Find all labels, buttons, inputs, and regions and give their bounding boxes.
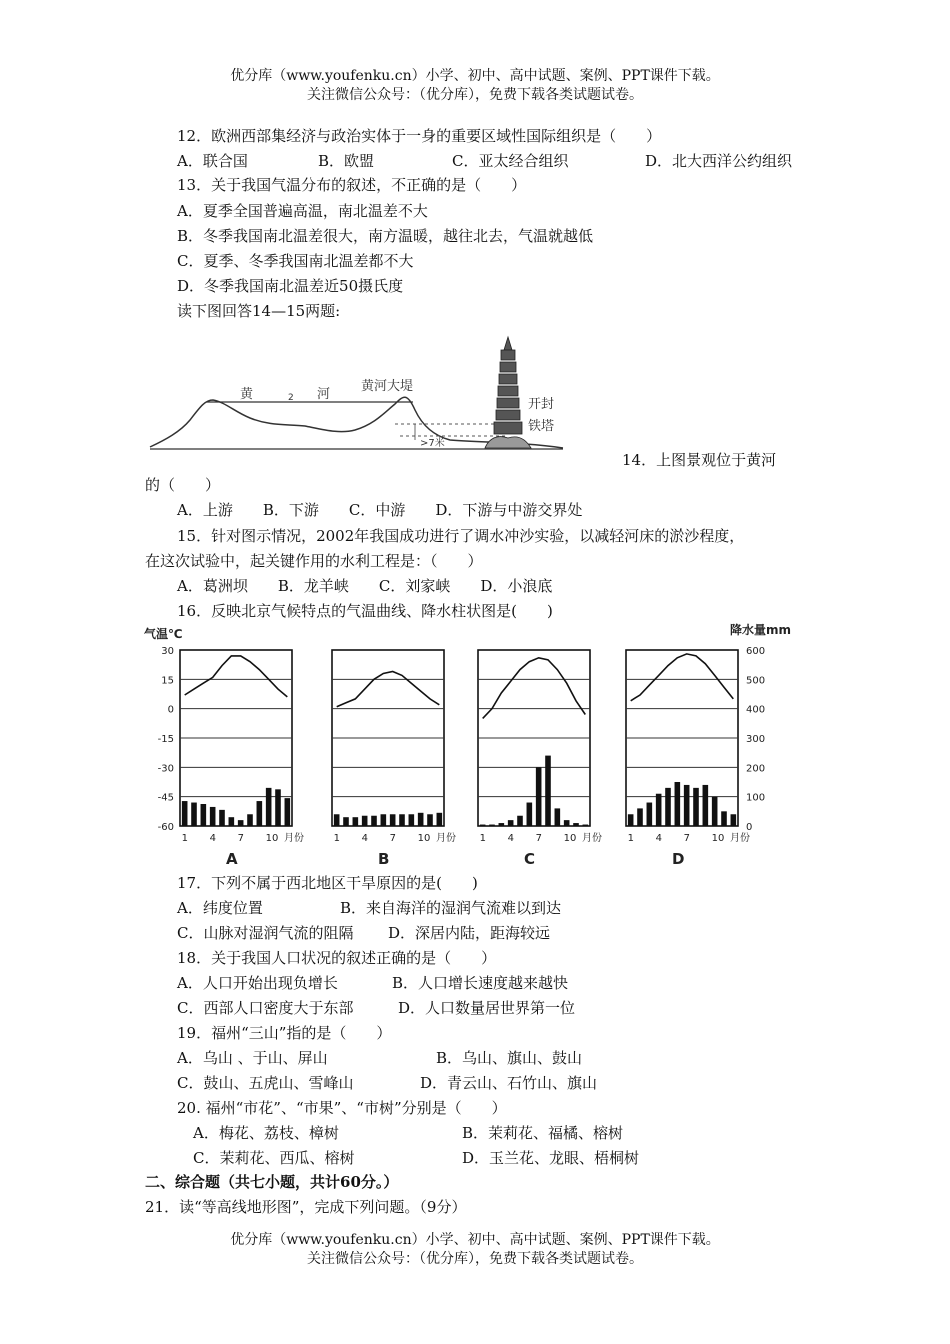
chart-d-ytick-right: 200 bbox=[746, 763, 766, 775]
q13-option-c: C．夏季、冬季我国南北温差都不大 bbox=[177, 252, 414, 270]
chart-a-precip-bar bbox=[182, 801, 188, 826]
q12-option-c: C．亚太经合组织 bbox=[452, 152, 569, 170]
q12-stem: 12．欧洲西部集经济与政治实体于一身的重要区域性国际组织是（ ） bbox=[177, 127, 662, 145]
header-line-1: 优分库（www.youfenku.cn）小学、初中、高中试题、案例、PPT课件下载。 bbox=[230, 68, 720, 84]
chart-c-label: C bbox=[524, 850, 536, 868]
chart-d-ytick-right: 100 bbox=[746, 792, 766, 804]
q18-option-c: C．西部人口密度大于东部 bbox=[177, 999, 354, 1017]
chart-c-precip-bar bbox=[583, 825, 589, 826]
q18-option-b: B．人口增长速度越来越快 bbox=[392, 974, 569, 992]
q13-stem: 13．关于我国气温分布的叙述，不正确的是（ ） bbox=[177, 176, 527, 194]
chart-c-xtick: 1 bbox=[479, 833, 487, 844]
climate-charts-figure bbox=[140, 622, 800, 872]
header-line-2: 关注微信公众号：（优分库），免费下载各类试题试卷。 bbox=[307, 87, 643, 103]
q15-options: A．葛洲坝 B．龙羊峡 C．刘家峡 D．小浪底 bbox=[177, 577, 553, 595]
chart-c-precip-bar bbox=[489, 825, 495, 826]
q17-option-d: D．深居内陆，距海较远 bbox=[388, 924, 551, 942]
chart-a-precip-bar bbox=[201, 804, 207, 826]
chart-b-precip-bar bbox=[334, 814, 340, 826]
chart-a-ytick-left: 30 bbox=[161, 646, 174, 657]
chart-a-precip-bar bbox=[210, 807, 216, 826]
chart-a-ylabel: 气温℃ bbox=[144, 627, 183, 641]
river-label-he: 河 bbox=[317, 387, 331, 402]
chart-d-xtick: 1 bbox=[627, 833, 635, 844]
chart-c-temp-line bbox=[483, 658, 586, 719]
chart-c-precip-bar bbox=[545, 756, 551, 826]
q19-option-a: A．乌山 、于山、屏山 bbox=[177, 1049, 328, 1067]
section-2-title: 二、综合题（共七小题，共计60分。） bbox=[145, 1173, 399, 1191]
chart-a-xunit: 月份 bbox=[284, 833, 304, 844]
tower-label-line1: 开封 bbox=[528, 397, 555, 412]
chart-b-xtick: 10 bbox=[417, 833, 431, 844]
chart-b-temp-line bbox=[337, 672, 440, 707]
footer-line-2: 关注微信公众号：（优分库），免费下载各类试题试卷。 bbox=[307, 1251, 643, 1267]
chart-a-precip-bar bbox=[191, 803, 197, 826]
chart-a-precip-bar bbox=[238, 820, 244, 826]
chart-a-precip-bar bbox=[219, 810, 225, 826]
chart-b-precip-bar bbox=[381, 814, 387, 826]
chart-d-ytick-right: 400 bbox=[746, 704, 766, 716]
q12-option-b: B．欧盟 bbox=[318, 152, 375, 170]
q18-option-d: D．人口数量居世界第一位 bbox=[398, 999, 576, 1017]
q12-option-a: A．联合国 bbox=[177, 152, 248, 170]
chart-a-precip-bar bbox=[247, 814, 253, 826]
chart-a-temp-line bbox=[185, 656, 288, 697]
q20-stem: 20. 福州“市花”、“市果”、“市树”分别是（ ） bbox=[177, 1099, 507, 1117]
chart-b-precip-bar bbox=[371, 816, 377, 826]
depth-label: >7米 bbox=[420, 438, 445, 449]
q13-option-b: B．冬季我国南北温差很大，南方温暖，越往北去，气温就越低 bbox=[177, 227, 594, 245]
chart-a-precip-bar bbox=[257, 801, 263, 826]
chart-d-precip-bar bbox=[628, 814, 634, 826]
chart-c-xtick: 10 bbox=[563, 833, 577, 844]
q13-option-d: D．冬季我国南北温差近50摄氏度 bbox=[177, 277, 404, 295]
chart-b-precip-bar bbox=[437, 813, 443, 826]
q17-stem: 17．下列不属于西北地区干旱原因的是( ) bbox=[177, 874, 478, 892]
chart-c-precip-bar bbox=[564, 820, 570, 826]
q20-option-c: C．茉莉花、西瓜、榕树 bbox=[193, 1149, 355, 1167]
chart-d-xtick: 10 bbox=[711, 833, 725, 844]
chart-d-precip-bar bbox=[656, 794, 662, 826]
dike-label: 黄河大堤 bbox=[361, 379, 414, 394]
chart-d-precip-bar bbox=[675, 782, 681, 826]
chart-a-ytick-left: -30 bbox=[157, 763, 174, 775]
chart-d-precip-bar bbox=[684, 785, 690, 826]
chart-d-precip-bar bbox=[703, 785, 709, 826]
chart-b-xtick: 4 bbox=[361, 833, 369, 844]
chart-b-precip-bar bbox=[418, 813, 424, 826]
chart-c-xunit: 月份 bbox=[582, 833, 602, 844]
chart-c-xtick: 7 bbox=[535, 833, 543, 844]
chart-b-precip-bar bbox=[427, 814, 433, 826]
q15-stem-line2: 在这次试验中，起关键作用的水利工程是：（ ） bbox=[145, 552, 483, 570]
chart-c-precip-bar bbox=[499, 823, 505, 826]
q20-option-a: A．梅花、荔枝、樟树 bbox=[193, 1124, 339, 1142]
chart-a-precip-bar bbox=[285, 798, 291, 826]
chart-a-label: A bbox=[226, 850, 238, 868]
q18-option-a: A．人口开始出现负增长 bbox=[177, 974, 338, 992]
q14-stem-part2: 的（ ） bbox=[145, 476, 221, 494]
chart-a-ytick-left: 15 bbox=[161, 675, 174, 687]
chart-c-precip-bar bbox=[480, 825, 486, 826]
chart-a-precip-bar bbox=[266, 788, 272, 826]
chart-d-precip-bar bbox=[693, 788, 699, 826]
q19-option-c: C．鼓山、五虎山、雪峰山 bbox=[177, 1074, 354, 1092]
tower-label-line2: 铁塔 bbox=[528, 419, 555, 434]
chart-d-precip-bar bbox=[665, 788, 671, 826]
q14-stem-part1: 14．上图景观位于黄河 bbox=[622, 451, 777, 469]
chart-a-ytick-left: -60 bbox=[157, 822, 174, 833]
footer-line-1: 优分库（www.youfenku.cn）小学、初中、高中试题、案例、PPT课件下载。 bbox=[230, 1232, 720, 1248]
chart-b-xtick: 7 bbox=[389, 833, 397, 844]
chart-a-precip-bar bbox=[275, 789, 281, 826]
chart-d-ylabel: 降水量mm bbox=[730, 623, 792, 637]
chart-a-ytick-left: -45 bbox=[157, 792, 174, 804]
chart-d-label: D bbox=[672, 850, 685, 868]
q13-option-a: A．夏季全国普遍高温，南北温差不大 bbox=[177, 202, 428, 220]
chart-a-ytick-left: 0 bbox=[167, 704, 174, 716]
q17-option-b: B．来自海洋的湿润气流难以到达 bbox=[340, 899, 562, 917]
yellow-river-profile-figure bbox=[145, 332, 570, 457]
chart-a-ytick-left: -15 bbox=[157, 734, 174, 745]
chart-b-precip-bar bbox=[353, 817, 359, 826]
q15-stem-line1: 15．针对图示情况，2002年我国成功进行了调水冲沙实验，以减轻河床的淤沙程度， bbox=[177, 527, 745, 545]
chart-a-xtick: 7 bbox=[237, 833, 245, 844]
q16-stem: 16．反映北京气候特点的气温曲线、降水柱状图是( ) bbox=[177, 602, 553, 620]
q14-options: A．上游 B．下游 C．中游 D．下游与中游交界处 bbox=[177, 501, 583, 519]
chart-b-precip-bar bbox=[399, 814, 405, 826]
chart-b-precip-bar bbox=[343, 817, 349, 826]
chart-b-label: B bbox=[378, 850, 390, 868]
chart-d-xtick: 7 bbox=[683, 833, 691, 844]
q20-option-b: B．茉莉花、福橘、榕树 bbox=[462, 1124, 624, 1142]
chart-d-ytick-right: 500 bbox=[746, 675, 766, 687]
chart-d-precip-bar bbox=[721, 811, 727, 826]
chart-d-xunit: 月份 bbox=[730, 833, 750, 844]
q17-option-c: C．山脉对湿润气流的阻隔 bbox=[177, 924, 354, 942]
chart-c-precip-bar bbox=[508, 820, 514, 826]
river-label-huang: 黄 bbox=[240, 387, 254, 402]
iron-tower-icon bbox=[485, 337, 531, 448]
q20-option-d: D．玉兰花、龙眼、梧桐树 bbox=[462, 1149, 640, 1167]
chart-b-xunit: 月份 bbox=[436, 833, 456, 844]
read-intro: 读下图回答14—15两题: bbox=[177, 302, 341, 320]
chart-b-precip-bar bbox=[362, 816, 368, 826]
q18-stem: 18．关于我国人口状况的叙述正确的是（ ） bbox=[177, 949, 497, 967]
chart-d-precip-bar bbox=[731, 814, 737, 826]
chart-c-precip-bar bbox=[517, 816, 523, 826]
chart-c-xtick: 4 bbox=[507, 833, 515, 844]
chart-d-ytick-right: 600 bbox=[746, 646, 766, 657]
chart-d-ytick-right: 0 bbox=[746, 822, 753, 833]
q17-option-a: A．纬度位置 bbox=[177, 899, 263, 917]
chart-d-temp-line bbox=[631, 654, 734, 701]
q21-stem: 21．读“等高线地形图”，完成下列问题。（9分） bbox=[145, 1198, 467, 1216]
chart-d-ytick-right: 300 bbox=[746, 734, 766, 745]
chart-a-xtick: 4 bbox=[209, 833, 217, 844]
chart-b-precip-bar bbox=[390, 814, 396, 826]
chart-d-precip-bar bbox=[712, 797, 718, 826]
chart-c-precip-bar bbox=[555, 808, 561, 826]
q19-option-b: B．乌山、旗山、鼓山 bbox=[436, 1049, 583, 1067]
chart-a-xtick: 1 bbox=[181, 833, 189, 844]
chart-c-precip-bar bbox=[536, 767, 542, 826]
chart-c-precip-bar bbox=[527, 803, 533, 826]
chart-c-precip-bar bbox=[573, 823, 579, 826]
q19-option-d: D．青云山、石竹山、旗山 bbox=[420, 1074, 598, 1092]
chart-d-xtick: 4 bbox=[655, 833, 663, 844]
chart-b-xtick: 1 bbox=[333, 833, 341, 844]
chart-b-precip-bar bbox=[409, 814, 415, 826]
q19-stem: 19．福州“三山”指的是（ ） bbox=[177, 1024, 392, 1042]
chart-a-xtick: 10 bbox=[265, 833, 279, 844]
q12-option-d: D．北大西洋公约组织 bbox=[645, 152, 793, 170]
chart-d-precip-bar bbox=[637, 808, 643, 826]
river-marker: 2 bbox=[288, 393, 294, 403]
chart-d-precip-bar bbox=[647, 803, 653, 826]
chart-a-precip-bar bbox=[229, 817, 235, 826]
